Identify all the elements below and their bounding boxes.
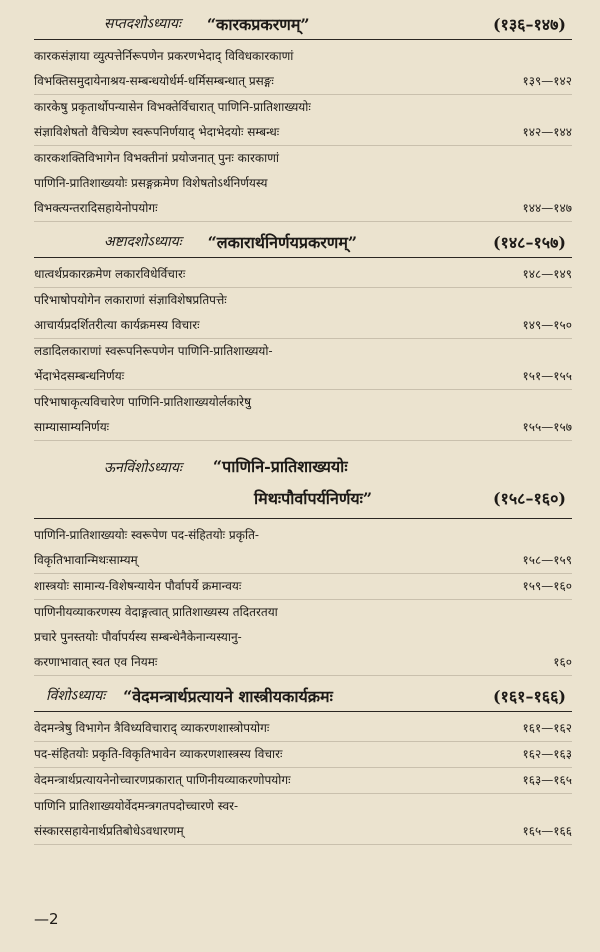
entry-text: लडादिलकाराणां स्वरूपनिरूपणेन पाणिनि-प्रातिशाख्ययो- xyxy=(34,344,273,358)
chapter-number: अष्टादशोऽध्यायः xyxy=(104,234,182,250)
entry-pages: १६१—१६२ xyxy=(522,721,572,735)
entry-pages: १६२—१६३ xyxy=(522,747,572,761)
toc-entry xyxy=(34,768,572,794)
entry-pages: १३९—१४२ xyxy=(522,74,572,88)
entry-text: शास्त्रयोः सामान्य-विशेषन्यायेन पौर्वापर्ये क्रमान्वयः xyxy=(34,579,242,593)
entry-text: कारकेषु प्रकृतार्थोपन्यासेन विभक्तेर्विचारात् पाणिनि-प्रातिशाख्ययोः xyxy=(34,100,311,114)
entry-pages: १५९—१६० xyxy=(522,579,572,593)
chapter-page-range: (१६१–१६६) xyxy=(492,686,566,706)
entry-text: र्भेदाभेदसम्बन्धनिर्णयः xyxy=(34,369,125,383)
entry-text: आचार्यप्रदर्शितरीत्या कार्यक्रमस्य विचारः xyxy=(34,318,200,332)
entry-pages: १४२—१४४ xyxy=(522,125,572,139)
chapter-title-continued: मिथःपौर्वापर्यनिर्णयः” xyxy=(254,489,373,508)
chapter-page-range: (१३६–१४७) xyxy=(492,14,566,34)
toc-entry xyxy=(34,523,572,574)
toc-entry xyxy=(34,339,572,390)
toc-entry xyxy=(34,716,572,742)
chapter-heading xyxy=(34,10,572,40)
chapter-heading xyxy=(34,447,572,519)
chapter-title: “कारकप्रकरणम्” xyxy=(206,14,310,34)
entry-pages: १६३—१६५ xyxy=(522,773,572,787)
entry-text: विभक्तिसमुदायेनाश्रय-सम्बन्धयोर्धर्म-धर्मिसम्बन्धात् प्रसङ्गः xyxy=(34,74,274,88)
chapter-heading xyxy=(34,228,572,258)
entry-pages: १६० xyxy=(553,655,572,669)
chapter-title: “लकारार्थनिर्णयप्रकरणम्” xyxy=(207,232,358,252)
toc-entry xyxy=(34,600,572,676)
chapter-title: “पाणिनि-प्रातिशाख्ययोः xyxy=(212,457,348,476)
entry-pages: १४८—१४९ xyxy=(522,267,572,281)
entry-text: परिभाषाकृत्यविचारेण पाणिनि-प्रातिशाख्ययोर्लकारेषु xyxy=(34,395,252,409)
entry-pages: १४९—१५० xyxy=(522,318,572,332)
toc-entry xyxy=(34,44,572,95)
entry-text: वेदमन्त्रेषु विभागेन त्रैविध्यविचाराद् व्याकरणशास्त्रोपयोगः xyxy=(34,721,270,735)
entry-text: कारकशक्तिविभागेन विभक्तीनां प्रयोजनात् पुनः कारकाणां xyxy=(34,151,279,165)
toc-entry xyxy=(34,288,572,339)
entry-pages: १५१—१५५ xyxy=(522,369,572,383)
chapter-number: ऊनविंशोऽध्यायः xyxy=(104,460,182,476)
toc-entry xyxy=(34,794,572,845)
toc-entry xyxy=(34,574,572,600)
toc-entry xyxy=(34,262,572,288)
entry-text: विकृतिभावान्मिथःसाम्यम् xyxy=(34,553,138,567)
chapter-17-section xyxy=(34,10,572,222)
entry-text: परिभाषोपयोगेन लकाराणां संज्ञाविशेषप्रतिपत्तेः xyxy=(34,293,227,307)
chapter-19-section xyxy=(34,447,572,676)
chapter-title: “वेदमन्त्रार्थप्रत्यायने शास्त्रीयकार्यक्रमः xyxy=(123,686,333,706)
entry-text: संस्कारसहायेनार्थप्रतिबोधेऽवधारणम् xyxy=(34,824,184,838)
chapter-page-range: (१५८–१६०) xyxy=(492,489,566,508)
chapter-number: सप्तदशोऽध्यायः xyxy=(104,16,181,32)
entry-text: पाणिनि-प्रातिशाख्ययोः प्रसङ्गक्रमेण विशेषतोऽर्थनिर्णयस्य xyxy=(34,176,268,190)
chapter-20-section xyxy=(34,682,572,845)
entry-pages: १४४—१४७ xyxy=(522,201,572,215)
entry-text: वेदमन्त्रार्थप्रत्यायनेनोच्चारणप्रकारात् पाणिनीयव्याकरणोपयोगः xyxy=(34,773,291,787)
entry-text: प्रचारे पुनस्तयोः पौर्वापर्यस्य सम्बन्धेनैकेनान्यस्यानु- xyxy=(34,630,242,644)
toc-entry xyxy=(34,95,572,146)
entry-text: धात्वर्थप्रकारक्रमेण लकारविधेर्विचारः xyxy=(34,267,186,281)
chapter-number: विंशोऽध्यायः xyxy=(46,688,106,704)
chapter-heading xyxy=(34,682,572,712)
toc-entry xyxy=(34,742,572,768)
entry-text: पद-संहितयोः प्रकृति-विकृतिभावेन व्याकरणशास्त्रस्य विचारः xyxy=(34,747,283,761)
entry-pages: १५५—१५७ xyxy=(522,420,572,434)
entry-text: विभक्त्यन्तरादिसहायेनोपयोगः xyxy=(34,201,158,215)
page-number: —2 xyxy=(34,910,59,928)
entry-text: पाणिनीयव्याकरणस्य वेदाङ्गत्वात् प्रातिशाख्यस्य तदितरतया xyxy=(34,605,278,619)
entry-text: साम्यासाम्यनिर्णयः xyxy=(34,420,110,434)
entry-text: पाणिनि-प्रातिशाख्ययोः स्वरूपेण पद-संहितयोः प्रकृति- xyxy=(34,528,259,542)
entry-text: पाणिनि प्रातिशाख्ययोर्वेदमन्त्रगतपदोच्चारणे स्वर- xyxy=(34,799,239,813)
toc-entry xyxy=(34,146,572,222)
entry-pages: १५८—१५९ xyxy=(522,553,572,567)
entry-text: करणाभावात् स्वत एव नियमः xyxy=(34,655,158,669)
toc-entry xyxy=(34,390,572,441)
entry-pages: १६५—१६६ xyxy=(522,824,572,838)
chapter-page-range: (१४८–१५७) xyxy=(492,232,566,252)
entry-text: कारकसंज्ञाया व्युत्पत्तेर्निरूपणेन प्रकरणभेदाद् विविधकारकाणां xyxy=(34,49,294,63)
entry-text: संज्ञाविशेषतो वैचित्र्येण स्वरूपनिर्णयाद् भेदाभेदयोः सम्बन्धः xyxy=(34,125,280,139)
chapter-18-section xyxy=(34,228,572,441)
